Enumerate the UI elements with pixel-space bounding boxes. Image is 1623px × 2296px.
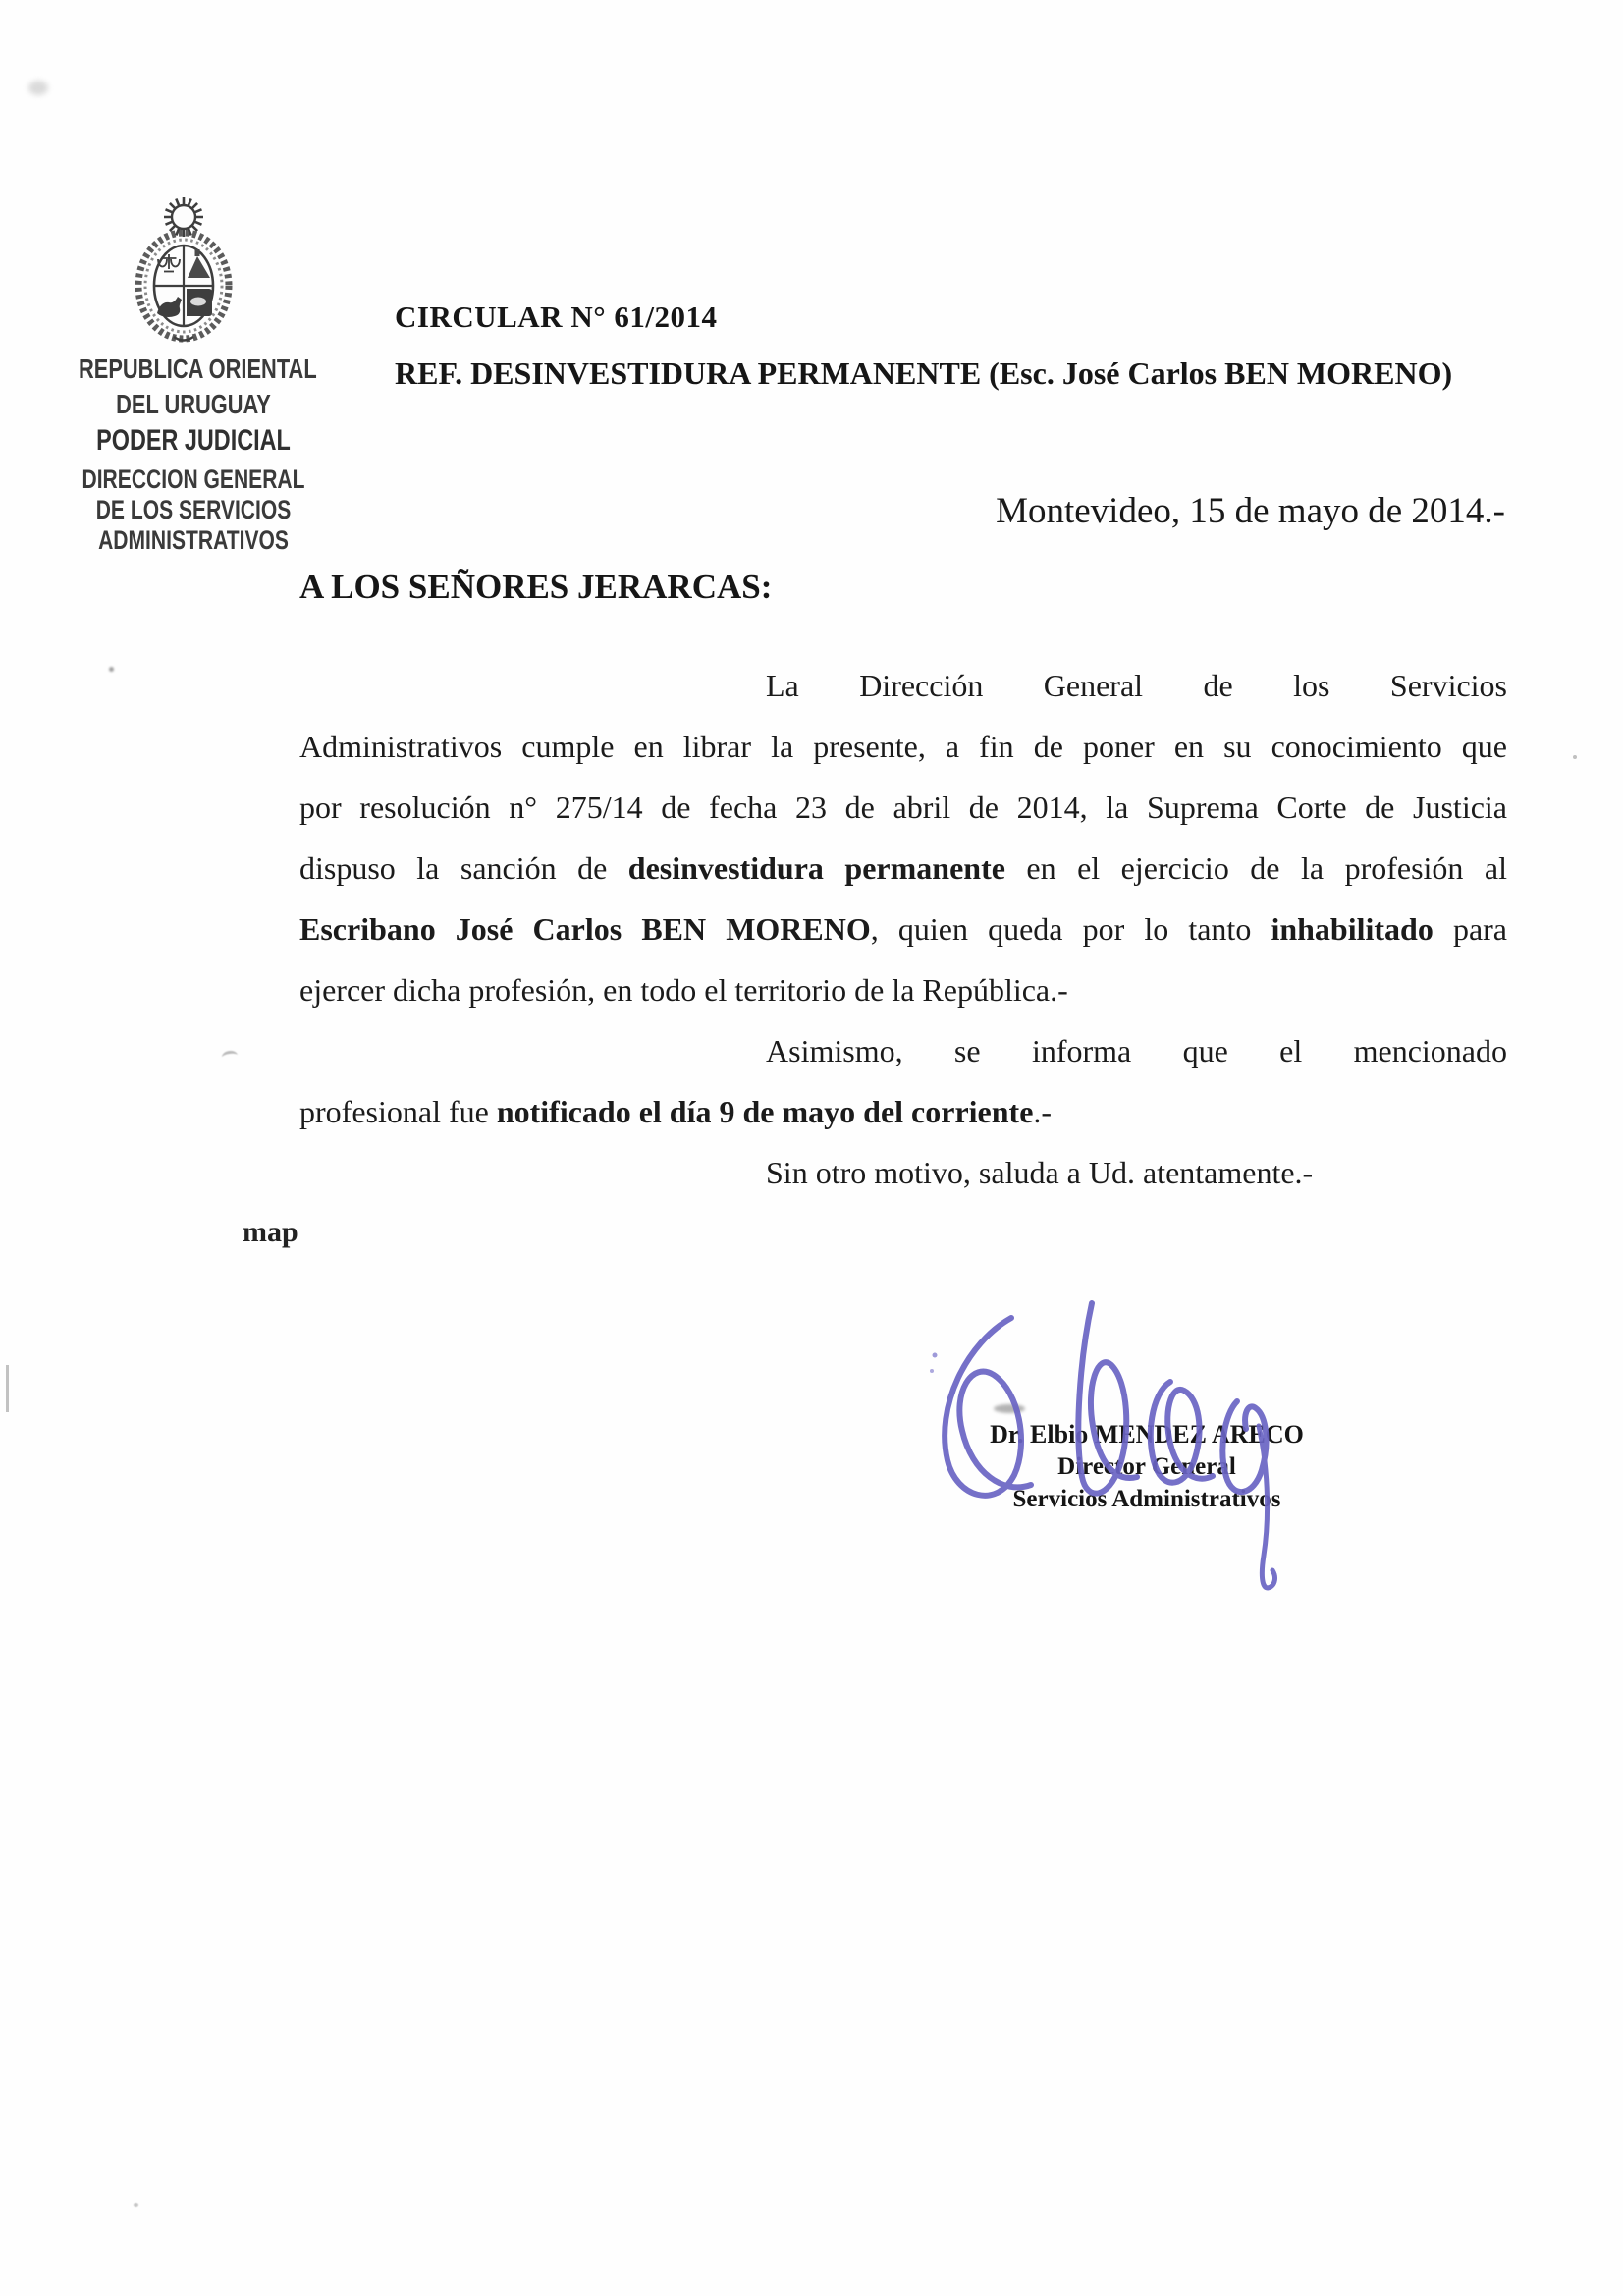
letterhead: [79, 352, 317, 556]
body-line: Administrativos cumple en librar la presente, a fin de poner en su conocimiento que: [299, 729, 1507, 764]
signature-block: [980, 1418, 1314, 1515]
body-line: por resolución n° 275/14 de fecha 23 de abril de 2014, la Suprema Corte de Justicia: [299, 790, 1507, 825]
reference-line: REF. DESINVESTIDURA PERMANENTE (Esc. José Carlos BEN MORENO): [395, 355, 1453, 391]
scan-artifact: [28, 81, 48, 95]
letterhead-line: ADMINISTRATIVOS: [98, 525, 289, 555]
body-line: dispuso la sanción de desinvestidura permanente en el ejercicio de la profesión al: [299, 850, 1507, 886]
ribbon: [174, 337, 193, 341]
signer-name: Dr. Elbio MENDEZ ARECO: [990, 1420, 1304, 1449]
circular-number: CIRCULAR N° 61/2014: [395, 300, 718, 334]
scan-artifact: [134, 2203, 138, 2207]
fortress-glyph: [195, 249, 200, 256]
body-line: Asimismo, se informa que el mencionado: [766, 1033, 1507, 1068]
salutation: A LOS SEÑORES JERARCAS:: [299, 568, 773, 606]
letterhead-line: DEL URUGUAY: [116, 389, 271, 419]
body-line: profesional fue notificado el día 9 de mayo del corriente.-: [299, 1094, 1053, 1129]
scan-artifact: [221, 1050, 238, 1063]
scan-artifact: [994, 1404, 1025, 1413]
signer-office: Servicios Administrativos: [1012, 1486, 1281, 1512]
body-line: ejercer dicha profesión, en todo el territorio de la República.-: [299, 972, 1068, 1008]
typist-initials: map: [243, 1216, 298, 1248]
letterhead-line: PODER JUDICIAL: [96, 424, 291, 457]
uruguay-coat-of-arms-icon: [125, 190, 243, 347]
signature-dot: [933, 1353, 938, 1358]
body-line: Escribano José Carlos BEN MORENO, quien queda por lo tanto inhabilitado para: [299, 911, 1508, 947]
body-line: Sin otro motivo, saluda a Ud. atentamente.-: [766, 1155, 1314, 1190]
letter-body: [299, 655, 1507, 1203]
dateline: Montevideo, 15 de mayo de 2014.-: [996, 491, 1505, 531]
signature-dot: [930, 1369, 934, 1373]
letterhead-line: REPUBLICA ORIENTAL: [79, 354, 317, 384]
ox-glyph: [190, 298, 206, 306]
sun-disc: [172, 205, 195, 229]
scan-artifact: [1573, 755, 1577, 759]
scan-artifact: [109, 667, 114, 672]
signer-title: Director General: [1057, 1453, 1236, 1480]
body-line: La Dirección General de los Servicios: [766, 668, 1507, 703]
letterhead-line: DIRECCION GENERAL: [81, 465, 305, 494]
scan-artifact: [6, 1365, 9, 1412]
letterhead-line: DE LOS SERVICIOS: [95, 495, 292, 524]
